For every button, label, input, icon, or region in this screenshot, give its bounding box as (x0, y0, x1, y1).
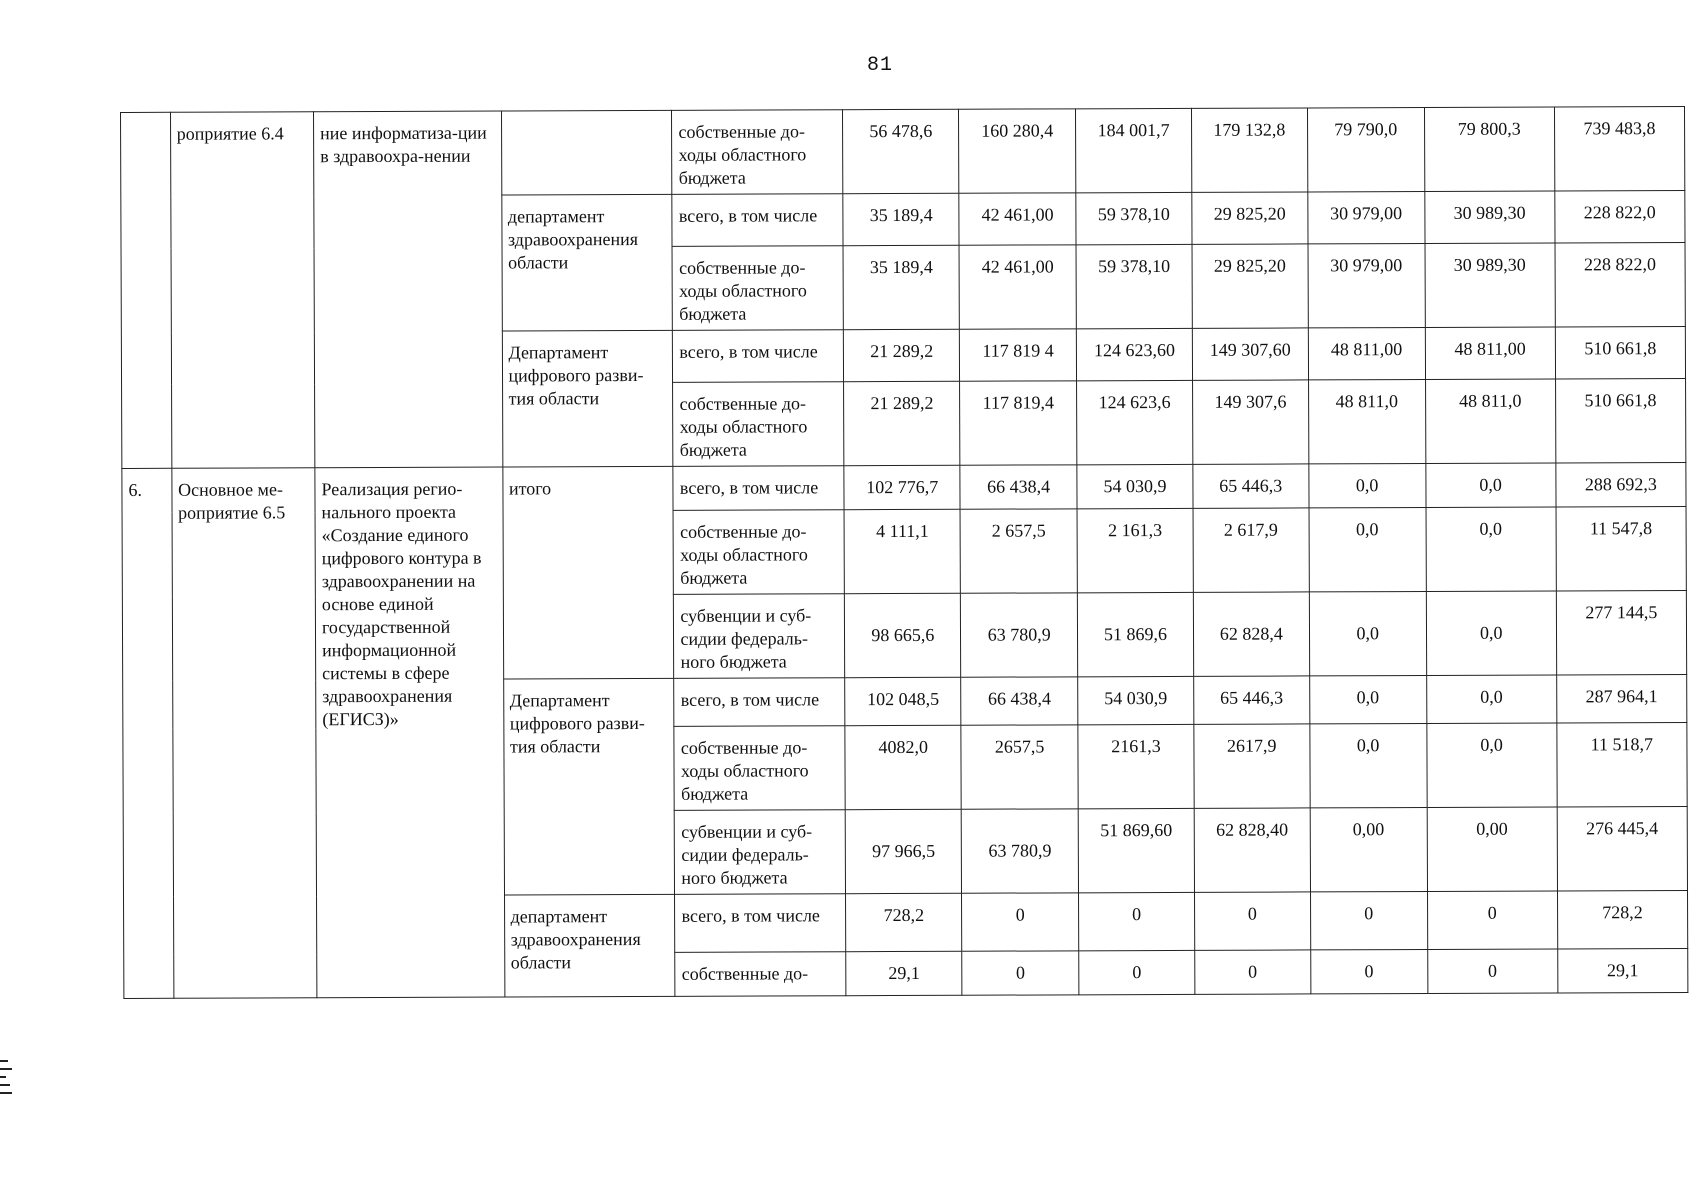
value-cell: 124 623,6 (1077, 380, 1193, 464)
value-cell: 51 869,60 (1078, 808, 1194, 892)
total-cell: 288 692,3 (1556, 462, 1686, 506)
value-cell: 149 307,6 (1192, 380, 1308, 464)
value-cell: 51 869,6 (1077, 592, 1193, 676)
value-cell: 62 828,40 (1194, 808, 1310, 892)
funding-source-cell: всего, в том числе (673, 466, 844, 511)
value-cell: 2161,3 (1078, 724, 1194, 808)
funding-source-cell: собственные до- (675, 952, 846, 997)
funding-source-cell: субвенции и суб-сидии федераль-ного бюджета (675, 810, 846, 895)
executor-cell (501, 110, 672, 195)
value-cell: 59 378,10 (1076, 244, 1192, 328)
value-cell: 2 617,9 (1193, 508, 1309, 592)
value-cell: 2657,5 (961, 725, 1078, 809)
value-cell: 117 819 4 (960, 329, 1077, 381)
value-cell: 0 (962, 893, 1079, 951)
value-cell: 0,0 (1426, 675, 1556, 723)
funding-source-cell: собственные до-ходы областного бюджета (672, 110, 843, 195)
executor-cell: департамент здравоохранения области (501, 194, 672, 331)
total-cell: 11 518,7 (1557, 722, 1688, 806)
executor-cell: департамент здравоохранения области (504, 894, 675, 997)
value-cell: 102 048,5 (845, 677, 961, 725)
budget-table (120, 106, 1688, 999)
funding-source-cell: собственные до-ходы областного бюджета (673, 382, 844, 467)
value-cell: 0 (1195, 950, 1311, 994)
total-cell: 228 822,0 (1555, 242, 1686, 326)
page-number: 81 (866, 54, 893, 77)
event-name-cell: Основное ме-роприятие 6.5 (171, 468, 316, 999)
value-cell: 0,0 (1309, 675, 1426, 723)
value-cell: 2617,9 (1194, 724, 1310, 808)
value-cell: 0,0 (1426, 507, 1556, 591)
value-cell: 65 446,3 (1193, 464, 1309, 508)
value-cell: 728,2 (846, 893, 962, 951)
total-cell: 11 547,8 (1556, 506, 1687, 590)
value-cell: 35 189,4 (843, 193, 959, 245)
total-cell: 228 822,0 (1555, 190, 1685, 242)
value-cell: 0 (962, 951, 1079, 995)
funding-source-cell: собственные до-ходы областного бюджета (673, 510, 844, 595)
value-cell: 0,00 (1427, 807, 1557, 891)
total-cell: 276 445,4 (1557, 806, 1688, 890)
total-cell: 510 661,8 (1555, 326, 1685, 378)
value-cell: 54 030,9 (1077, 464, 1193, 508)
event-description-cell: ние информатиза-ции в здравоохра-нении (314, 111, 503, 468)
executor-cell: Департамент цифрового разви-тия области (503, 678, 675, 895)
value-cell: 160 280,4 (959, 109, 1076, 193)
total-cell: 510 661,8 (1555, 378, 1686, 462)
total-cell: 29,1 (1557, 948, 1687, 992)
total-cell: 739 483,8 (1554, 106, 1685, 190)
value-cell: 30 989,30 (1425, 243, 1555, 327)
value-cell: 0 (1079, 950, 1195, 994)
value-cell: 124 623,60 (1076, 328, 1192, 380)
value-cell: 66 438,4 (961, 677, 1078, 725)
value-cell: 2 657,5 (960, 509, 1077, 593)
value-cell: 0 (1079, 892, 1195, 950)
value-cell: 48 811,00 (1425, 327, 1555, 379)
value-cell: 56 478,6 (843, 109, 959, 193)
table-row (122, 462, 1686, 512)
value-cell: 0,0 (1425, 463, 1555, 507)
row-number-cell (121, 112, 172, 468)
value-cell: 0,0 (1310, 723, 1427, 807)
value-cell: 30 979,00 (1308, 191, 1425, 243)
value-cell: 63 780,9 (961, 809, 1078, 893)
value-cell: 35 189,4 (843, 245, 959, 329)
value-cell: 30 989,30 (1424, 191, 1554, 243)
value-cell: 30 979,00 (1308, 243, 1425, 327)
funding-source-cell: собственные до-ходы областного бюджета (674, 726, 845, 811)
value-cell: 0,0 (1426, 723, 1556, 807)
executor-cell: Департамент цифрового разви-тия области (502, 330, 673, 467)
funding-source-cell: всего, в том числе (674, 678, 845, 727)
value-cell: 98 665,6 (845, 593, 961, 677)
value-cell: 2 161,3 (1077, 508, 1193, 592)
value-cell: 97 966,5 (846, 809, 962, 893)
value-cell: 48 811,0 (1425, 379, 1555, 463)
value-cell: 0,0 (1309, 591, 1426, 675)
total-cell: 287 964,1 (1556, 674, 1686, 722)
value-cell: 0,00 (1310, 807, 1427, 891)
value-cell: 0 (1310, 891, 1427, 949)
scan-edge-marks (0, 1060, 12, 1200)
funding-source-cell: всего, в том числе (672, 194, 843, 247)
value-cell: 0 (1427, 891, 1557, 949)
value-cell: 4082,0 (845, 725, 961, 809)
value-cell: 48 811,0 (1308, 379, 1425, 463)
value-cell: 0,0 (1309, 507, 1426, 591)
funding-source-cell: субвенции и суб-сидии федераль-ного бюджета (674, 594, 845, 679)
executor-cell: итого (502, 466, 674, 679)
value-cell: 4 111,1 (844, 509, 960, 593)
value-cell: 117 819,4 (960, 381, 1077, 465)
value-cell: 79 800,3 (1424, 107, 1554, 191)
value-cell: 62 828,4 (1193, 592, 1309, 676)
value-cell: 54 030,9 (1078, 676, 1194, 724)
value-cell: 0,0 (1426, 591, 1556, 675)
value-cell: 0 (1194, 892, 1310, 950)
value-cell: 179 132,8 (1191, 108, 1307, 192)
value-cell: 42 461,00 (959, 245, 1076, 329)
value-cell: 29,1 (846, 951, 962, 995)
value-cell: 0 (1310, 949, 1427, 993)
total-cell: 728,2 (1557, 890, 1687, 948)
value-cell: 59 378,10 (1076, 192, 1192, 244)
value-cell: 48 811,00 (1308, 327, 1425, 379)
value-cell: 21 289,2 (844, 381, 960, 465)
value-cell: 0,0 (1309, 463, 1426, 507)
row-number-cell: 6. (122, 468, 174, 998)
value-cell: 66 438,4 (960, 465, 1077, 509)
total-cell: 277 144,5 (1556, 590, 1687, 674)
value-cell: 29 825,20 (1192, 192, 1308, 244)
funding-source-cell: всего, в том числе (675, 894, 846, 953)
funding-source-cell: всего, в том числе (673, 330, 844, 383)
value-cell: 102 776,7 (844, 465, 960, 509)
value-cell: 63 780,9 (961, 593, 1078, 677)
value-cell: 65 446,3 (1194, 676, 1310, 724)
value-cell: 79 790,0 (1307, 107, 1424, 191)
funding-source-cell: собственные до-ходы областного бюджета (672, 246, 843, 331)
value-cell: 21 289,2 (844, 329, 960, 381)
event-name-cell: роприятие 6.4 (170, 112, 315, 469)
table-row (121, 106, 1685, 196)
value-cell: 184 001,7 (1076, 108, 1192, 192)
value-cell: 0 (1427, 949, 1557, 993)
value-cell: 149 307,60 (1192, 328, 1308, 380)
event-description-cell: Реализация регио-нального проекта «Создание единого цифрового контура в здравоохранении на основе единой государственной информационной системы в сфере здравоохранения (ЕГИСЗ)» (315, 467, 505, 998)
value-cell: 42 461,00 (959, 193, 1076, 245)
value-cell: 29 825,20 (1192, 244, 1308, 328)
